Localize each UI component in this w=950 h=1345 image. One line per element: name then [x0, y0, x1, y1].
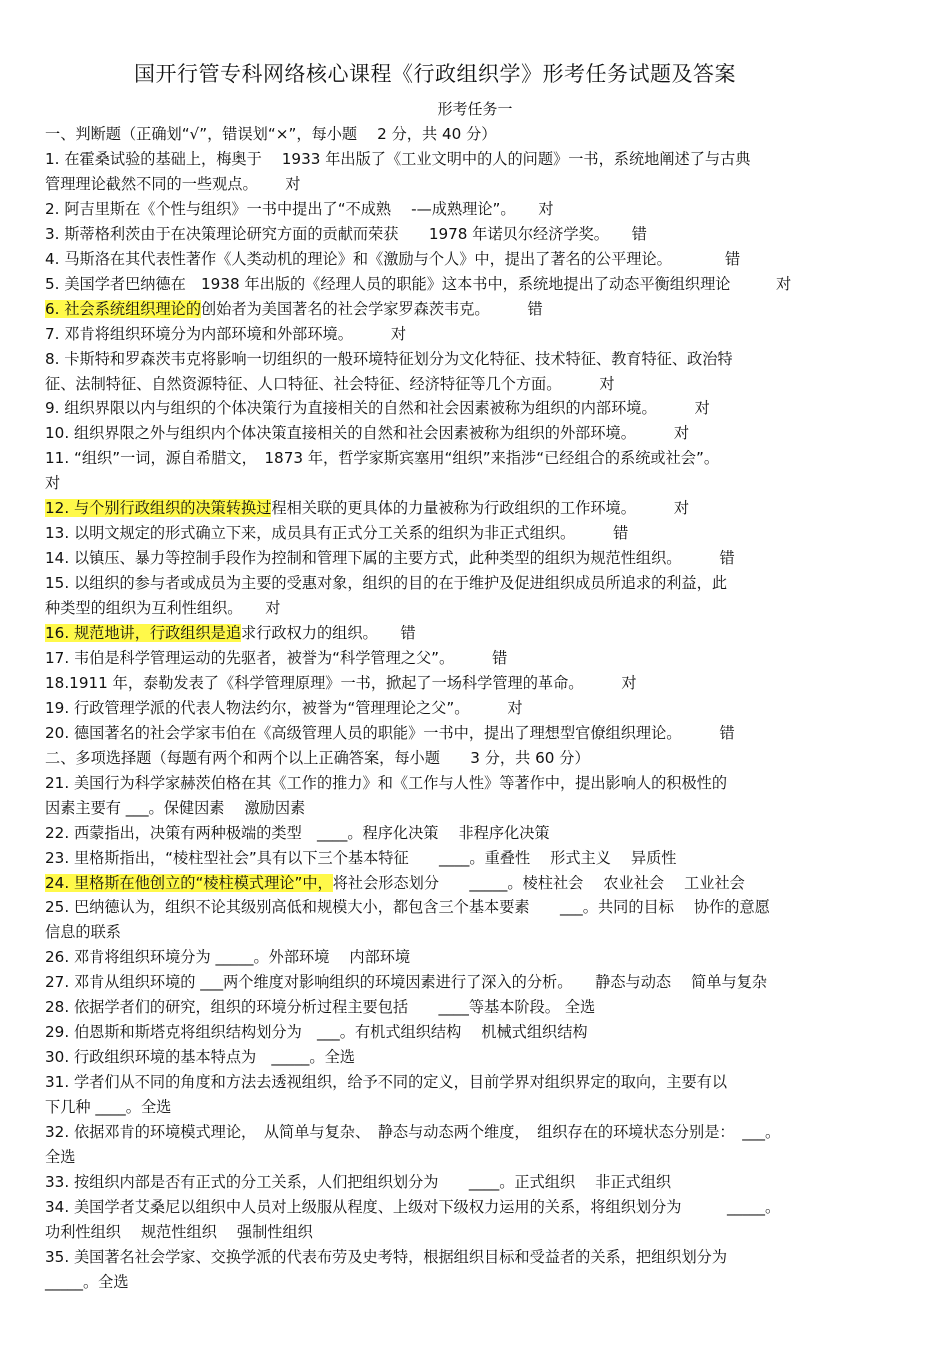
highlighted-text: 6. 社会系统组织理论的 [45, 299, 202, 318]
text-line [45, 571, 915, 595]
line-text: _____。全选 [45, 1272, 129, 1291]
text-line [45, 846, 915, 870]
text-line [45, 122, 915, 146]
text-line [45, 172, 915, 196]
line-text: 20. 德国著名的社会学家韦伯在《高级管理人员的职能》一书中，提出了理想型官僚组织理论。 错 [45, 723, 735, 742]
line-text: 下几种 ____。全选 [45, 1098, 172, 1117]
text-line [45, 1245, 915, 1269]
text-line [45, 721, 915, 745]
text-line [45, 596, 915, 620]
line-text: 34. 美国学者艾桑尼以组织中人员对上级服从程度、上级对下级权力运用的关系，将组织划分为 _____。 [45, 1197, 781, 1216]
highlighted-text: 12. 与个别行政组织的决策转换过 [45, 499, 272, 518]
line-text: 种类型的组织为互利性组织。 对 [45, 599, 281, 618]
text-line [45, 771, 915, 795]
line-text: 因素主要有 ___。保健因素 激励因素 [45, 798, 306, 817]
text-line [45, 671, 915, 695]
text-line [45, 347, 915, 371]
line-text: 将社会形态划分 _____。棱柱社会 农业社会 工业社会 [332, 873, 745, 892]
section-subtitle: 形考任务一 [437, 100, 513, 118]
text-line [45, 247, 915, 271]
line-text: 35. 美国著名社会学家、交换学派的代表布劳及史考特，根据组织目标和受益者的关系，把组织划分为 [45, 1247, 728, 1266]
line-text: 31. 学者们从不同的角度和方法去透视组织，给予不同的定义，目前学界对组织界定的取向，主要有以 [45, 1073, 728, 1092]
text-line [45, 421, 915, 445]
line-text: 27. 邓肯从组织环境的 ___两个维度对影响组织的环境因素进行了深入的分析。 静态与动态 简单与复杂 [45, 973, 768, 992]
line-text: 求行政权力的组织。 错 [241, 624, 416, 642]
text-line [45, 920, 915, 944]
text-line [45, 646, 915, 670]
highlighted-text: 16. 规范地讲，行政组织是追 [45, 624, 242, 642]
line-text: 2. 阿吉里斯在《个性与组织》一书中提出了“不成熟 -—成熟理论”。 对 [45, 199, 554, 218]
line-text: 15. 以组织的参与者或成员为主要的受惠对象，组织的目的在于维护及促进组织成员所追求的利益，此 [45, 574, 728, 593]
text-line [45, 821, 915, 845]
text-line [45, 297, 915, 321]
text-line [45, 945, 915, 969]
text-line [45, 621, 915, 645]
text-line [45, 272, 915, 296]
line-text: 29. 伯恩斯和斯塔克将组织结构划分为 ___。有机式组织结构 机械式组织结构 [45, 1023, 588, 1042]
line-text: 14. 以镇压、暴力等控制手段作为控制和管理下属的主要方式，此种类型的组织为规范性组织。 错 [45, 549, 735, 568]
line-text: 程相关联的更具体的力量被称为行政组织的工作环境。 对 [271, 499, 690, 518]
text-line [45, 471, 915, 495]
line-text: 全选 [45, 1147, 76, 1166]
page-title: 国开行管专科网络核心课程《行政组织学》形考任务试题及答案 [134, 62, 736, 86]
text-line [45, 995, 915, 1019]
line-text: 26. 邓肯将组织环境分为 _____。外部环境 内部环境 [45, 948, 411, 967]
text-line [45, 1270, 915, 1294]
text-line [45, 396, 915, 420]
line-text: 28. 依据学者们的研究，组织的环境分析过程主要包括 ____等基本阶段。 全选 [45, 998, 596, 1017]
line-text: 征、法制特征、自然资源特征、人口特征、社会特征、经济特征等几个方面。 对 [45, 374, 615, 393]
text-line [45, 496, 915, 520]
line-text: 4. 马斯洛在其代表性著作《人类动机的理论》和《激励与个人》中，提出了著名的公平理论。 错 [45, 249, 741, 268]
text-line [45, 796, 915, 820]
text-line [45, 1220, 915, 1244]
text-line [45, 546, 915, 570]
text-line [45, 1070, 915, 1094]
text-line [45, 1195, 915, 1219]
text-line [45, 1120, 915, 1144]
text-line [45, 1170, 915, 1194]
text-line [45, 446, 915, 470]
line-text: 25. 巴纳德认为，组织不论其级别高低和规模大小，都包含三个基本要素 ___。共同的目标 协作的意愿 [45, 898, 770, 917]
text-line [45, 222, 915, 246]
text-line [45, 895, 915, 919]
line-text: 17. 韦伯是科学管理运动的先驱者，被誉为“科学管理之父”。 错 [45, 648, 508, 667]
text-line [45, 521, 915, 545]
text-line [45, 746, 915, 770]
line-text: 对 [45, 474, 61, 493]
text-line [45, 322, 915, 346]
text-line [45, 1020, 915, 1044]
line-text: 创始者为美国著名的社会学家罗森茨韦克。 错 [201, 299, 543, 318]
line-text: 8. 卡斯特和罗森茨韦克将影响一切组织的一般环境特征划分为文化特征、技术特征、教育特征、政治特 [45, 349, 733, 368]
line-text: 19. 行政管理学派的代表人物法约尔，被誉为“管理理论之父”。 对 [45, 698, 523, 717]
line-text: 13. 以明文规定的形式确立下来，成员具有正式分工关系的组织为非正式组织。 错 [45, 524, 629, 543]
text-line [45, 197, 915, 221]
line-text: 功利性组织 规范性组织 强制性组织 [45, 1222, 313, 1241]
text-line [45, 696, 915, 720]
line-text: 二、多项选择题（每题有两个和两个以上正确答案，每小题 3 分，共 60 分） [45, 748, 590, 767]
line-text: 9. 组织界限以内与组织的个体决策行为直接相关的自然和社会因素被称为组织的内部环境。 对 [45, 399, 710, 418]
text-line [45, 1145, 915, 1169]
line-text: 管理理论截然不同的一些观点。 对 [45, 174, 301, 193]
text-line [45, 147, 915, 171]
text-line [45, 1045, 915, 1069]
line-text: 5. 美国学者巴纳德在 1938 年出版的《经理人员的职能》这本书中，系统地提出了动态平衡组织理论 对 [45, 274, 792, 293]
line-text: 22. 西蒙指出，决策有两种极端的类型 ____。程序化决策 非程序化决策 [45, 823, 550, 842]
text-line [45, 970, 915, 994]
line-text: 信息的联系 [45, 923, 121, 942]
line-text: 30. 行政组织环境的基本特点为 _____。全选 [45, 1048, 355, 1067]
highlighted-text: 24. 里格斯在他创立的“棱柱模式理论”中， [45, 873, 333, 892]
line-text: 23. 里格斯指出，“棱柱型社会”具有以下三个基本特征 ____。重叠性 形式主义 异质性 [45, 848, 677, 867]
line-text: 33. 按组织内部是否有正式的分工关系，人们把组织划分为 ____。正式组织 非正式组织 [45, 1172, 672, 1191]
line-text: 32. 依据邓肯的环境模式理论， 从简单与复杂、 静态与动态两个维度， 组织存在的环境状态分别是： ___。 [45, 1123, 781, 1141]
line-text: 7. 邓肯将组织环境分为内部环境和外部环境。 对 [45, 324, 407, 343]
text-line [45, 372, 915, 396]
line-text: 3. 斯蒂格利茨由于在决策理论研究方面的贡献而荣获 1978 年诺贝尔经济学奖。 错 [45, 224, 647, 243]
line-text: 10. 组织界限之外与组织内个体决策直接相关的自然和社会因素被称为组织的外部环境。 对 [45, 424, 690, 443]
line-text: 21. 美国行为科学家赫茨伯格在其《工作的推力》和《工作与人性》等著作中，提出影响人的积极性的 [45, 773, 728, 792]
text-line [45, 1095, 915, 1119]
line-text: 1. 在霍桑试验的基础上，梅奥于 1933 年出版了《工业文明中的人的问题》一书，系统地阐述了与古典 [45, 149, 751, 168]
line-text: 18.1911 年，泰勒发表了《科学管理原理》一书，掀起了一场科学管理的革命。 对 [45, 673, 637, 692]
line-text: 11. “组织”一词，源自希腊文， 1873 年，哲学家斯宾塞用“组织”来指涉“已经组合的系统或社会”。 [45, 449, 720, 468]
line-text: 一、判断题（正确划“√”，错误划“×”，每小题 2 分，共 40 分） [45, 125, 497, 143]
text-line [45, 871, 915, 895]
